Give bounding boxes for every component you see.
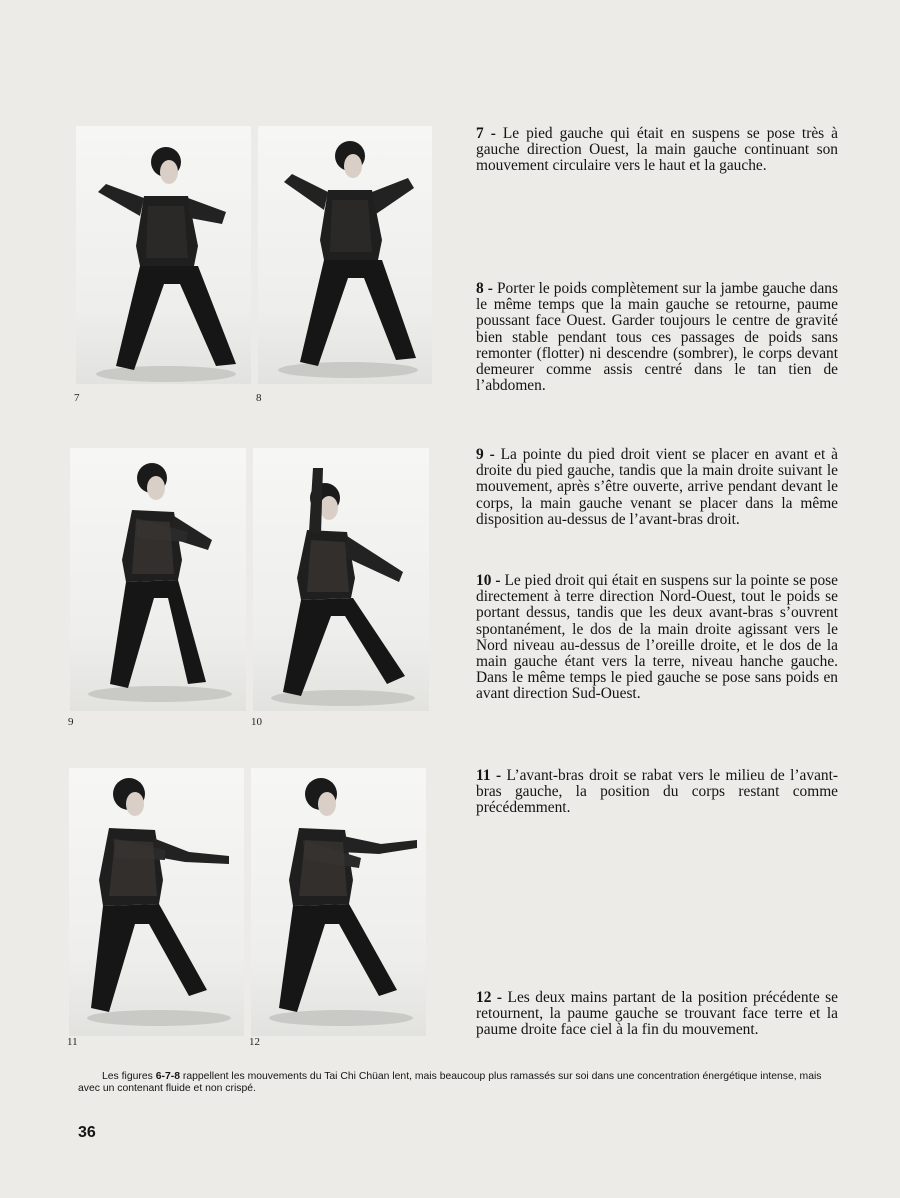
step-number: 12 - [476, 989, 503, 1006]
figure-10-illustration [253, 448, 429, 711]
figure-8-illustration [258, 126, 432, 384]
paragraph-8 [476, 281, 838, 394]
figure-11-illustration [69, 768, 244, 1036]
step-number: 11 - [476, 767, 502, 784]
figure-label: 12 [249, 1036, 260, 1048]
figure-label: 11 [67, 1036, 78, 1048]
figure-photo-7 [76, 126, 251, 384]
figure-photo-10 [253, 448, 429, 711]
figure-label: 7 [74, 392, 80, 404]
figure-12-illustration [251, 768, 426, 1036]
figure-caption [78, 1071, 838, 1095]
paragraph-7 [476, 126, 838, 175]
step-text: Porter le poids complètement sur la jambe gauche dans le même temps que la main gauche se retourne, paume poussant face Ouest. Garder toujours le centre de gravité bien stable pendant tous ces passages de poids sans remonter (flotter) ni descendre (sombrer), le corps devant demeurer comme assis centré dans le tan tien de l’abdomen. [476, 280, 838, 395]
figure-photo-12 [251, 768, 426, 1036]
step-text: L’avant-bras droit se rabat vers le milieu de l’avant-bras gauche, la position du corps restant comme précédemment. [476, 767, 838, 817]
figure-label: 8 [256, 392, 262, 404]
step-text: Le pied droit qui était en suspens sur la pointe se pose directement à terre direction Nord-Ouest, tout le poids se portant dessus, tandis que les deux avant-bras s’ouvrent spontanément, le dos de la main droite agissant vers le Nord niveau au-dessus de l’oreille droite, et le dos de la main gauche étant vers la terre, niveau hanche gauche. Dans le même temps le pied gauche se pose sans poids en avant direction Sud-Ouest. [476, 572, 838, 703]
figure-label: 10 [251, 716, 262, 728]
step-text: La pointe du pied droit vient se placer en avant et à droite du pied gauche, tandis que la main droite suivant le mouvement, après s’être ouverte, arrive pendant devant le corps, la main gauche venant se placer dans la même disposition au-dessus de l’avant-bras droit. [476, 446, 839, 528]
paragraph-12 [476, 990, 838, 1039]
step-number: 7 - [476, 125, 496, 142]
figure-photo-9 [70, 448, 246, 711]
figure-label: 9 [68, 716, 74, 728]
figure-7-illustration [76, 126, 251, 384]
step-number: 9 - [476, 446, 495, 463]
step-number: 10 - [476, 572, 501, 589]
step-text: Le pied gauche qui était en suspens se pose très à gauche direction Ouest, la main gauche continuant son mouvement circulaire vers le haut et la gauche. [476, 125, 838, 175]
figure-9-illustration [70, 448, 246, 711]
paragraph-11 [476, 768, 838, 817]
step-number: 8 - [476, 280, 493, 297]
caption-text: rappellent les mouvements du Tai Chi Chüan lent, mais beaucoup plus ramassés sur soi dans une concentration énergétique intense, mais avec un contenant fluide et non crispé. [78, 1071, 822, 1094]
figure-photo-11 [69, 768, 244, 1036]
paragraph-10 [476, 573, 838, 703]
step-text: Les deux mains partant de la position précédente se retournent, la paume gauche se trouvant face terre et la paume droite face ciel à la fin du mouvement. [476, 989, 838, 1039]
page-number: 36 [78, 1124, 96, 1141]
caption-prefix: Les figures [102, 1071, 156, 1082]
paragraph-9 [476, 447, 838, 528]
figure-photo-8 [258, 126, 432, 384]
caption-figure-numbers: 6-7-8 [155, 1071, 180, 1082]
